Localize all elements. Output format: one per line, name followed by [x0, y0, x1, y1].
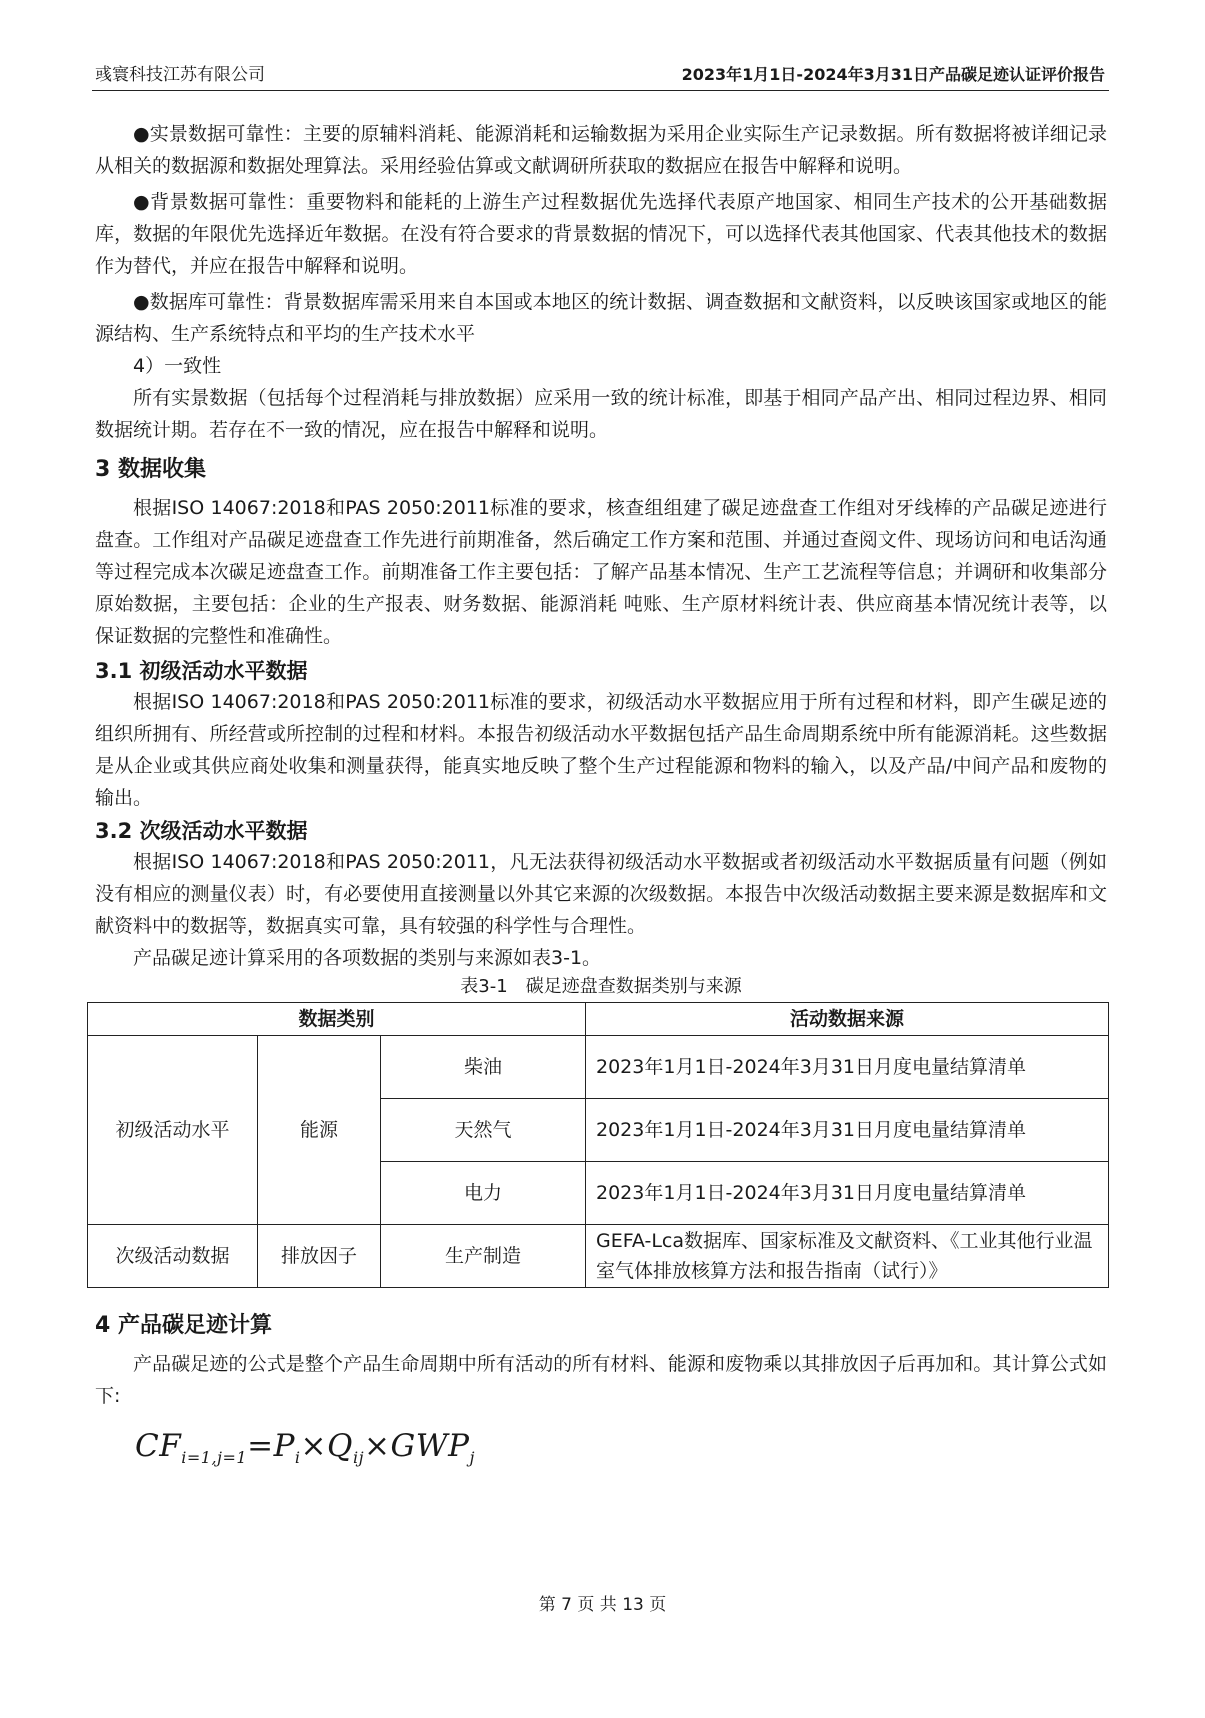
carbon-footprint-formula: [135, 1430, 1107, 1474]
section-3-title: 3 数据收集: [95, 457, 206, 482]
formula-times-2: ×: [364, 1428, 391, 1464]
paragraph-consistency: 所有实景数据（包括每个过程消耗与排放数据）应采用一致的统计标准，即基于相同产品产出、相同过程边界、相同数据统计期。若存在不一致的情况，应在报告中解释和说明。: [95, 387, 1107, 441]
subheading-consistency: 4）一致性: [133, 355, 222, 377]
table-cell-group2-source: GEFA-Lca数据库、国家标准及文献资料、《工业其他行业温室气体排放核算方法和报告指南（试行）》: [586, 1225, 1109, 1288]
table-cell-item: 柴油: [381, 1036, 586, 1099]
table-row: [88, 1036, 1109, 1099]
formula-gwp-sub: j: [469, 1448, 475, 1468]
section-3-2-body-2: 产品碳足迹计算采用的各项数据的类别与来源如表3-1。: [133, 947, 602, 969]
table-cell-group2-type: 排放因子: [258, 1225, 381, 1288]
table-row: [88, 1225, 1109, 1288]
section-3-body: 根据ISO 14067:2018和PAS 2050:2011标准的要求，核查组组建了碳足迹盘查工作组对牙线棒的产品碳足迹进行盘查。工作组对产品碳足迹盘查工作先进行前期准备，然后确定工作方案和范围、并通过查阅文件、现场访问和电话沟通等过程完成本次碳足迹盘查工作。前期准备工作主要包括：了解产品基本情况、生产工艺流程等信息；并调研和收集部分原始数据，主要包括：企业的生产报表、财务数据、能源消耗 吨账、生产原材料统计表、供应商基本情况统计表等，以保证数据的完整性和准确性。: [95, 497, 1107, 647]
header-report-title: 2023年1月1日-2024年3月31日产品碳足迹认证评价报告: [681, 65, 1105, 84]
table-cell-group2-item: 生产制造: [381, 1225, 586, 1288]
header-company: 彧寰科技江苏有限公司: [95, 65, 265, 85]
header-rule: [92, 90, 1109, 91]
table-cell-item: 电力: [381, 1162, 586, 1225]
section-3-2-body: 根据ISO 14067:2018和PAS 2050:2011，凡无法获得初级活动水平数据或者初级活动水平数据质量有问题（例如没有相应的测量仪表）时，有必要使用直接测量以外其它来源的次级数据。本报告中次级活动数据主要来源是数据库和文献资料中的数据等，数据真实可靠，具有较强的科学性与合理性。: [95, 851, 1107, 937]
section-3-1-body: 根据ISO 14067:2018和PAS 2050:2011标准的要求，初级活动水平数据应用于所有过程和材料，即产生碳足迹的组织所拥有、所经营或所控制的过程和材料。本报告初级活动水平数据包括产品生命周期系统中所有能源消耗。这些数据是从企业或其供应商处收集和测量获得，能真实地反映了整个生产过程能源和物料的输入，以及产品/中间产品和废物的输出。: [95, 691, 1107, 809]
formula-cf: CF: [135, 1428, 182, 1464]
paragraph-database-reliability: ●数据库可靠性：背景数据库需采用来自本国或本地区的统计数据、调查数据和文献资料，以反映该国家或地区的能源结构、生产系统特点和平均的生产技术水平: [95, 291, 1107, 345]
table-cell-item: 天然气: [381, 1099, 586, 1162]
formula-times-1: ×: [300, 1428, 328, 1464]
formula-p-sub: i: [294, 1448, 301, 1468]
formula-cf-sub: i=1,j=1: [181, 1448, 248, 1468]
table-cell-source: 2023年1月1日-2024年3月31日月度电量结算清单: [586, 1162, 1109, 1225]
formula-q-sub: ij: [352, 1448, 365, 1468]
section-4-body: 产品碳足迹的公式是整个产品生命周期中所有活动的所有材料、能源和废物乘以其排放因子后再加和。其计算公式如下:: [95, 1353, 1107, 1407]
page-body: [95, 118, 1107, 1474]
section-3-2-title: 3.2 次级活动水平数据: [95, 819, 308, 843]
formula-q: Q: [327, 1428, 353, 1464]
data-source-table: [87, 1002, 1109, 1288]
table-cell-group1-label: 初级活动水平: [88, 1036, 258, 1225]
table-header-source: 活动数据来源: [586, 1003, 1109, 1036]
section-4-title: 4 产品碳足迹计算: [95, 1313, 272, 1338]
table-header-category: 数据类别: [88, 1003, 586, 1036]
paragraph-real-data-reliability: ●实景数据可靠性：主要的原辅料消耗、能源消耗和运输数据为采用企业实际生产记录数据。所有数据将被详细记录从相关的数据源和数据处理算法。采用经验估算或文献调研所获取的数据应在报告中解释和说明。: [95, 123, 1107, 177]
table-cell-source: 2023年1月1日-2024年3月31日月度电量结算清单: [586, 1036, 1109, 1099]
section-3-1-title: 3.1 初级活动水平数据: [95, 659, 308, 683]
table-header-row: [88, 1003, 1109, 1036]
formula-equals: =: [247, 1428, 274, 1464]
table-cell-group2-label: 次级活动数据: [88, 1225, 258, 1288]
table-cell-group1-type: 能源: [258, 1036, 381, 1225]
page-number: 第 7 页 共 13 页: [538, 1595, 667, 1615]
table-caption: 表3-1 碳足迹盘查数据类别与来源: [460, 976, 742, 997]
formula-gwp: GWP: [390, 1428, 470, 1464]
table-cell-source: 2023年1月1日-2024年3月31日月度电量结算清单: [586, 1099, 1109, 1162]
paragraph-background-data-reliability: ●背景数据可靠性：重要物料和能耗的上游生产过程数据优先选择代表原产地国家、相同生产技术的公开基础数据库，数据的年限优先选择近年数据。在没有符合要求的背景数据的情况下，可以选择代表其他国家、代表其他技术的数据作为替代，并应在报告中解释和说明。: [95, 191, 1107, 277]
formula-p: P: [273, 1428, 295, 1464]
